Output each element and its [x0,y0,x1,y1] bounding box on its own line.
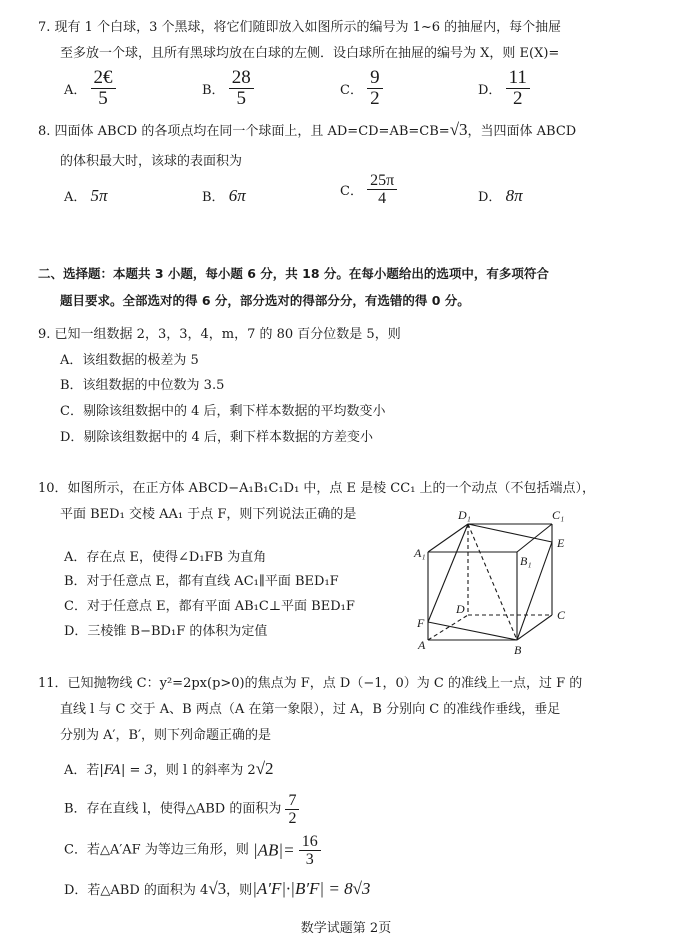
label-b: B [514,643,522,657]
q7-option-b: B． $\frac{28}{5}$ [202,68,254,109]
page-footer: 数学试题第 2页 [300,921,392,936]
label-c: C [557,608,566,622]
label-c1: C₁ [552,508,565,522]
q11-option-c: C．若△A′AF 为等边三角形，则 |AB|= $\frac{16}{3}$ [64,833,321,868]
q8-option-d: D． 8π [478,186,523,205]
label-e: E [557,536,565,550]
q8-stem-line1: 8. 四面体 ABCD 的各项点均在同一个球面上，且 AD=CD=AB=CB=√3，当四面体 ABCD [38,120,577,139]
q8-stem-line2: 的体积最大时，该球的表面积为 [60,154,243,169]
q11-stem-line2: 直线 l 与 C 交于 A、B 两点（A 在第一象限），过 A，B 分别向 C 的准线作垂线，垂足 [60,702,561,717]
label-f: F [417,616,425,630]
q9-option-d: D．剔除该组数据中的 4 后，剩下样本数据的方差变小 [60,430,373,445]
q9-option-b: B．该组数据的中位数为 3.5 [60,378,225,393]
q7-stem-line1: 7. 现有 1 个白球，3 个黑球，将它们随即放入如图所示的编号为 1~6 的抽屉内，每个抽屉 [38,20,562,35]
q10-option-a: A．存在点 E，使得∠D₁FB 为直角 [64,550,267,565]
section2-heading-line1: 二、选择题：本题共 3 小题，每小题 6 分，共 18 分。在每小题给出的选项中，有多项符合 [38,266,549,281]
q11-option-b: B．存在直线 l，使得△ABD 的面积为 $\frac{7}{2}$ [64,792,299,827]
q9-option-c: C．剔除该组数据中的 4 后，剩下样本数据的平均数变小 [60,404,386,419]
q10-option-c: C．对于任意点 E，都有平面 AB₁C⊥平面 BED₁F [64,599,355,614]
q11-stem-line3: 分别为 A′，B′，则下列命题正确的是 [60,728,271,743]
q7-option-d: D． $\frac{11}{2}$ [478,68,530,109]
q11-option-d: D．若△ABD 的面积为 4√3，则|A′F|·|B′F| = 8√3 [64,879,371,898]
q10-stem-line1: 10．如图所示，在正方体 ABCD−A₁B₁C₁D₁ 中，点 E 是棱 CC₁ 上的一个动点（不包括端点）， [38,481,596,496]
q7-stem-line2: 至多放一个球，且所有黑球均放在白球的左侧．设白球所在抽屉的编号为 X，则 E(X)= [60,46,560,61]
label-d: D [456,602,465,616]
q11-option-a: A．若|FA| = 3，则 l 的斜率为 2√2 [64,759,274,778]
q9-stem: 9. 已知一组数据 2，3，3，4，m，7 的 80 百分位数是 5，则 [38,327,401,342]
q8-option-b: B． 6π [202,186,246,205]
label-d1: D₁ [458,508,471,522]
label-a: A [418,638,426,652]
cube-figure [400,505,600,660]
q7-option-a: A． $\frac{2€}{5}$ [64,68,116,109]
q10-option-b: B．对于任意点 E，都有直线 AC₁∥平面 BED₁F [64,574,339,589]
q10-stem-line2: 平面 BED₁ 交棱 AA₁ 于点 F，则下列说法正确的是 [60,507,357,522]
section2-heading-line2: 题目要求。全部选对的得 6 分，部分选对的得部分分，有选错的得 0 分。 [60,293,470,308]
q9-option-a: A．该组数据的极差为 5 [60,353,199,368]
q8-option-c: C． $\frac{25\pi}{4}$ [340,172,397,207]
q10-option-d: D．三棱锥 B−BD₁F 的体积为定值 [64,624,268,639]
q7-option-c: C． $\frac{9}{2}$ [340,68,383,109]
q11-stem-line1: 11．已知抛物线 C：y²=2px(p>0)的焦点为 F，点 D（−1，0）为 C 的准线上一点，过 F 的 [38,676,583,691]
label-b1: B₁ [520,554,532,568]
q8-option-a: A． 5π [64,186,108,205]
label-a1: A₁ [414,546,426,560]
